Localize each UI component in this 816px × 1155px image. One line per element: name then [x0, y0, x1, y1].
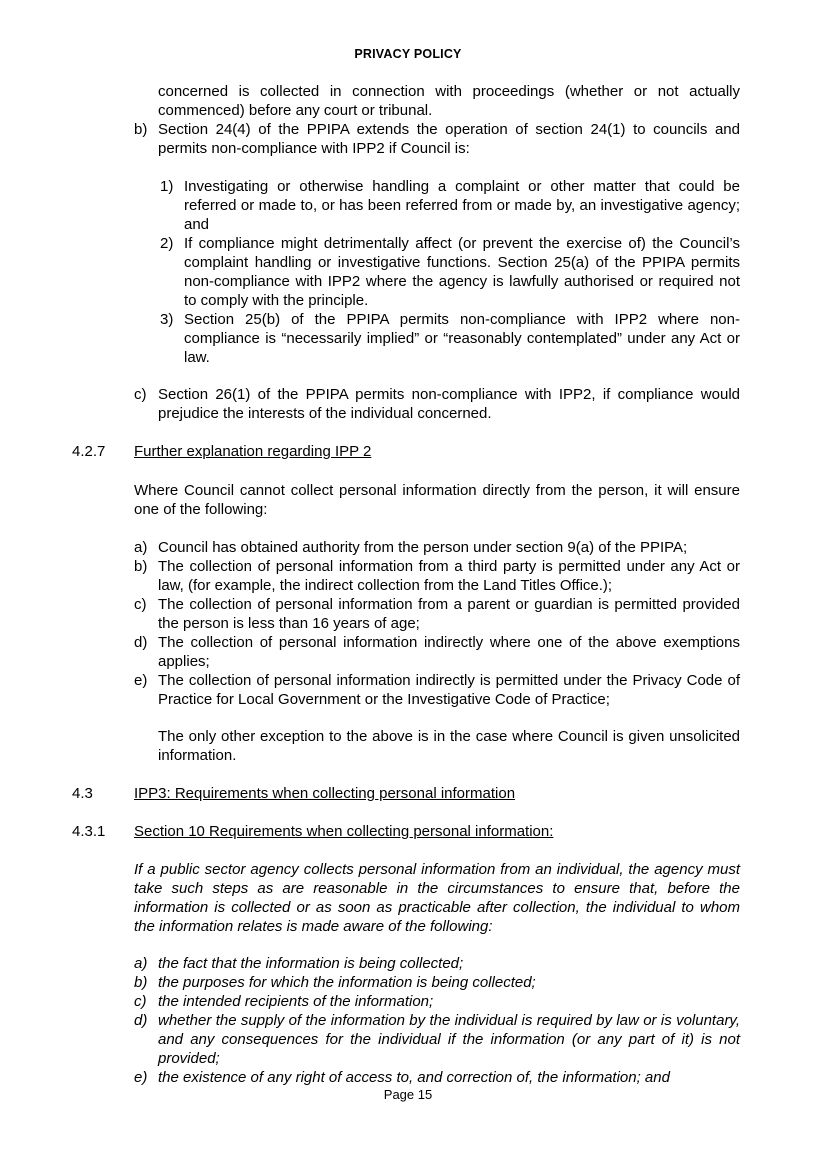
sub-list-label: 1): [160, 178, 174, 195]
page-number: Page 15: [383, 1087, 433, 1102]
sub-list-item-text: If compliance might detrimentally affect (or prevent the exercise of) the Council’s complaint handling or investigative functions. Section 25(a) of the PPIPA permits non-compliance with IPP2 where the agency is lawfully authorised or required not to comply with the principle.: [184, 235, 740, 309]
list-label: c): [134, 993, 147, 1010]
list-label: e): [134, 1069, 148, 1086]
list-item-text: the intended recipients of the information;: [158, 993, 434, 1010]
sub-list-label: 3): [160, 311, 174, 328]
list-item-text: The collection of personal information from a third party is permitted under any Act or law, (for example, the indirect collection from the Land Titles Office.);: [158, 558, 740, 594]
list-item-text: The collection of personal information indirectly is permitted under the Privacy Code of Practice for Local Government or the Investigative Code of Practice;: [158, 672, 740, 708]
list-item-text: the purposes for which the information is being collected;: [158, 974, 536, 991]
list-item-text: Council has obtained authority from the person under section 9(a) of the PPIPA;: [158, 539, 688, 556]
list-item-text: the fact that the information is being collected;: [158, 955, 464, 972]
list-label: c): [134, 596, 147, 613]
list-label: a): [134, 539, 148, 556]
list-item-text: The collection of personal information from a parent or guardian is permitted provided the person is less than 16 years of age;: [158, 596, 740, 632]
list-item-text: Section 26(1) of the PPIPA permits non-compliance with IPP2, if compliance would prejudice the interests of the individual concerned.: [158, 386, 740, 422]
list-label: d): [134, 634, 148, 651]
list-label: b): [134, 121, 148, 138]
list-label: e): [134, 672, 148, 689]
list-label: b): [134, 974, 148, 991]
continued-paragraph: concerned is collected in connection with proceedings (whether or not actually commenced) before any court or tribunal.: [158, 83, 740, 119]
section-number: 4.3: [72, 785, 93, 802]
list-item-text: The collection of personal information indirectly where one of the above exemptions applies;: [158, 634, 740, 670]
list-label: d): [134, 1012, 148, 1029]
sub-list-item-text: Section 25(b) of the PPIPA permits non-compliance with IPP2 where non-compliance is “necessarily implied” or “reasonably contemplated” under any Act or law.: [184, 311, 740, 366]
list-item-text: whether the supply of the information by the individual is required by law or is voluntary, and any consequences for the individual if the information (or any part of it) is not provided;: [158, 1012, 740, 1067]
section-heading: Further explanation regarding IPP 2: [134, 443, 372, 460]
section-paragraph: Where Council cannot collect personal information directly from the person, it will ensure one of the following:: [134, 482, 740, 518]
section-number: 4.2.7: [72, 443, 106, 460]
section-heading: IPP3: Requirements when collecting personal information: [134, 785, 516, 802]
section-heading: Section 10 Requirements when collecting personal information:: [134, 823, 554, 840]
sub-list-label: 2): [160, 235, 174, 252]
page-header: PRIVACY POLICY: [354, 47, 462, 61]
section-number: 4.3.1: [72, 823, 106, 840]
quoted-requirement: If a public sector agency collects personal information from an individual, the agency must take such steps as are reasonable in the circumstances to ensure that, before the information is collected or as soon as practicable after collection, the individual to whom the information relates is made aware of the following:: [134, 861, 740, 935]
sub-list-item-text: Investigating or otherwise handling a complaint or other matter that could be referred or made to, or has been referred from or made by, an investigative agency; and: [184, 178, 740, 233]
list-label: b): [134, 558, 148, 575]
list-item-text: Section 24(4) of the PPIPA extends the operation of section 24(1) to councils and permits non-compliance with IPP2 if Council is:: [158, 121, 740, 157]
list-item-text: the existence of any right of access to, and correction of, the information; and: [158, 1069, 670, 1086]
list-label: c): [134, 386, 147, 403]
list-label: a): [134, 955, 148, 972]
closing-paragraph: The only other exception to the above is in the case where Council is given unsolicited information.: [158, 728, 740, 764]
